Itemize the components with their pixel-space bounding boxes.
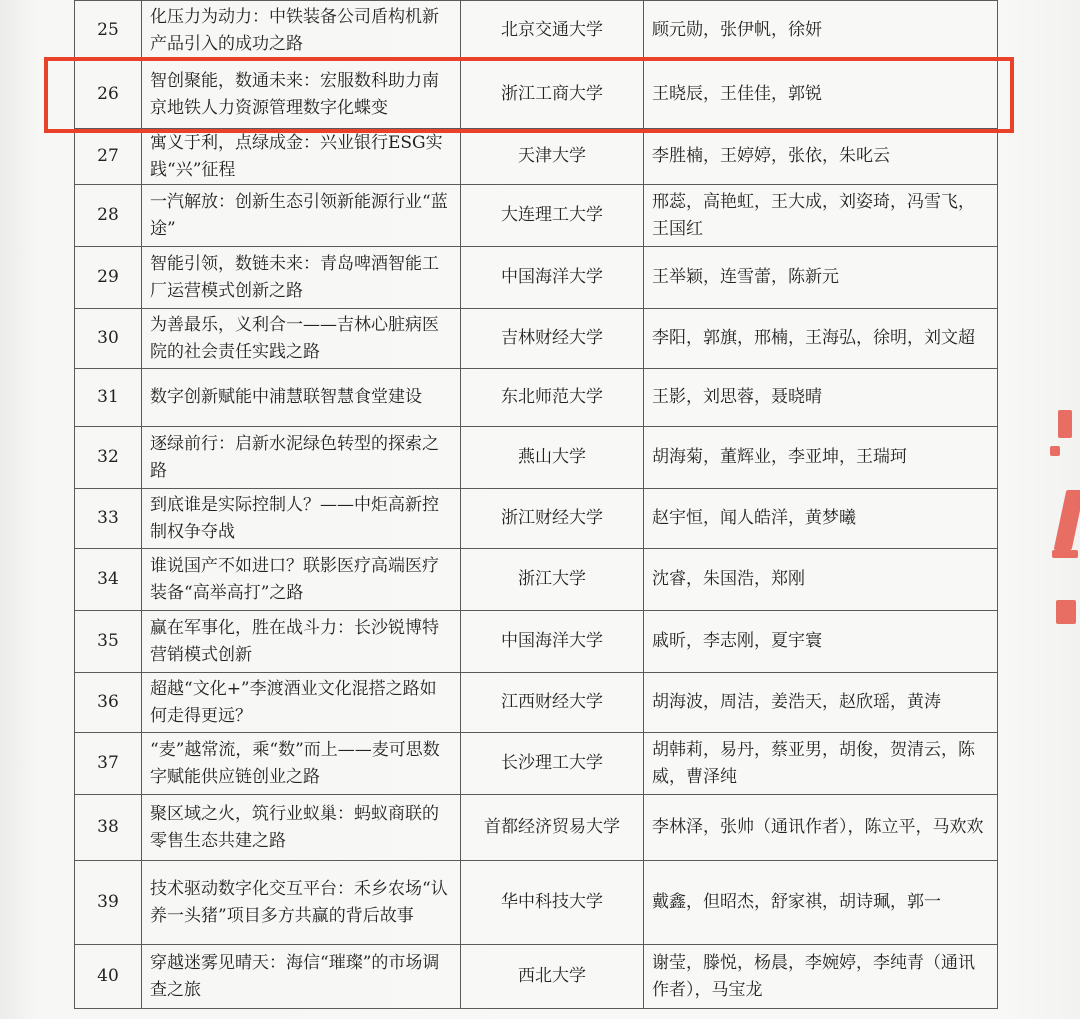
table-row bbox=[75, 1, 998, 61]
row-number-cell: 27 bbox=[75, 129, 142, 185]
row-number-cell: 28 bbox=[75, 185, 142, 247]
row-number-cell: 29 bbox=[75, 247, 142, 309]
authors-cell: 谢莹，滕悦，杨晨，李婉婷，李纯青（通讯作者），马宝龙 bbox=[644, 945, 998, 1009]
university-cell: 天津大学 bbox=[461, 129, 644, 185]
table-row bbox=[75, 369, 998, 427]
authors-cell: 胡海菊，董辉业，李亚坤，王瑞珂 bbox=[644, 427, 998, 489]
row-number-cell: 35 bbox=[75, 611, 142, 673]
university-cell: 江西财经大学 bbox=[461, 673, 644, 733]
case-title-cell: 智创聚能，数通未来：宏服数科助力南京地铁人力资源管理数字化蝶变 bbox=[142, 61, 461, 129]
table-row bbox=[75, 247, 998, 309]
university-cell: 中国海洋大学 bbox=[461, 611, 644, 673]
case-list-table bbox=[74, 0, 998, 1009]
authors-cell: 邢蕊，高艳虹，王大成，刘姿琦，冯雪飞，王国红 bbox=[644, 185, 998, 247]
university-cell: 华中科技大学 bbox=[461, 861, 644, 945]
case-title-cell: “麦”越常流，乘“数”而上——麦可思数字赋能供应链创业之路 bbox=[142, 733, 461, 795]
red-stamp-fragment bbox=[1046, 400, 1080, 630]
authors-cell: 王影，刘思蓉，聂晓晴 bbox=[644, 369, 998, 427]
authors-cell: 戚昕，李志刚，夏宇寰 bbox=[644, 611, 998, 673]
table-body bbox=[75, 1, 998, 1009]
university-cell: 浙江大学 bbox=[461, 549, 644, 611]
table-row bbox=[75, 611, 998, 673]
case-title-cell: 为善最乐，义利合一——吉林心脏病医院的社会责任实践之路 bbox=[142, 309, 461, 369]
row-number-cell: 31 bbox=[75, 369, 142, 427]
row-number-cell: 34 bbox=[75, 549, 142, 611]
row-number-cell: 30 bbox=[75, 309, 142, 369]
row-number-cell: 32 bbox=[75, 427, 142, 489]
case-title-cell: 穿越迷雾见晴天：海信“璀璨”的市场调查之旅 bbox=[142, 945, 461, 1009]
university-cell: 首都经济贸易大学 bbox=[461, 795, 644, 861]
table-row bbox=[75, 549, 998, 611]
authors-cell: 王举颖，连雪蕾，陈新元 bbox=[644, 247, 998, 309]
table-row bbox=[75, 185, 998, 247]
table-row bbox=[75, 61, 998, 129]
table-row bbox=[75, 861, 998, 945]
university-cell: 大连理工大学 bbox=[461, 185, 644, 247]
university-cell: 长沙理工大学 bbox=[461, 733, 644, 795]
university-cell: 燕山大学 bbox=[461, 427, 644, 489]
case-title-cell: 逐绿前行：启新水泥绿色转型的探索之路 bbox=[142, 427, 461, 489]
case-title-cell: 技术驱动数字化交互平台：禾乡农场“认养一头猪”项目多方共赢的背后故事 bbox=[142, 861, 461, 945]
row-number-cell: 36 bbox=[75, 673, 142, 733]
university-cell: 吉林财经大学 bbox=[461, 309, 644, 369]
university-cell: 浙江财经大学 bbox=[461, 489, 644, 549]
table-row bbox=[75, 673, 998, 733]
row-number-cell: 37 bbox=[75, 733, 142, 795]
row-number-cell: 33 bbox=[75, 489, 142, 549]
row-number-cell: 25 bbox=[75, 1, 142, 61]
university-cell: 浙江工商大学 bbox=[461, 61, 644, 129]
case-title-cell: 到底谁是实际控制人？——中炬高新控制权争夺战 bbox=[142, 489, 461, 549]
case-title-cell: 超越“文化+”李渡酒业文化混搭之路如何走得更远？ bbox=[142, 673, 461, 733]
authors-cell: 戴鑫，但昭杰，舒家祺，胡诗珮，郭一 bbox=[644, 861, 998, 945]
authors-cell: 胡海波，周洁，姜浩天，赵欣瑶，黄涛 bbox=[644, 673, 998, 733]
table-row bbox=[75, 489, 998, 549]
row-number-cell: 38 bbox=[75, 795, 142, 861]
table-row bbox=[75, 309, 998, 369]
table-row bbox=[75, 129, 998, 185]
row-number-cell: 39 bbox=[75, 861, 142, 945]
case-title-cell: 智能引领，数链未来：青岛啤酒智能工厂运营模式创新之路 bbox=[142, 247, 461, 309]
table-row bbox=[75, 795, 998, 861]
case-title-cell: 一汽解放：创新生态引领新能源行业“蓝途” bbox=[142, 185, 461, 247]
table-row bbox=[75, 427, 998, 489]
university-cell: 东北师范大学 bbox=[461, 369, 644, 427]
row-number-cell: 26 bbox=[75, 61, 142, 129]
authors-cell: 李林泽，张帅（通讯作者），陈立平，马欢欢 bbox=[644, 795, 998, 861]
row-number-cell: 40 bbox=[75, 945, 142, 1009]
case-title-cell: 寓义于利，点绿成金：兴业银行ESG实践“兴”征程 bbox=[142, 129, 461, 185]
authors-cell: 赵宇恒，闻人皓洋，黄梦曦 bbox=[644, 489, 998, 549]
university-cell: 北京交通大学 bbox=[461, 1, 644, 61]
case-title-cell: 谁说国产不如进口？联影医疗高端医疗装备“高举高打”之路 bbox=[142, 549, 461, 611]
authors-cell: 王晓辰，王佳佳，郭锐 bbox=[644, 61, 998, 129]
authors-cell: 李胜楠，王婷婷，张依，朱叱云 bbox=[644, 129, 998, 185]
authors-cell: 胡韩莉，易丹，蔡亚男，胡俊，贺清云，陈威，曹泽纯 bbox=[644, 733, 998, 795]
authors-cell: 顾元勋，张伊帆，徐妍 bbox=[644, 1, 998, 61]
case-title-cell: 赢在军事化，胜在战斗力：长沙锐博特营销模式创新 bbox=[142, 611, 461, 673]
case-title-cell: 化压力为动力：中铁装备公司盾构机新产品引入的成功之路 bbox=[142, 1, 461, 61]
table-row bbox=[75, 733, 998, 795]
university-cell: 西北大学 bbox=[461, 945, 644, 1009]
authors-cell: 李阳，郭旗，邢楠，王海弘，徐明，刘文超 bbox=[644, 309, 998, 369]
case-title-cell: 数字创新赋能中浦慧联智慧食堂建设 bbox=[142, 369, 461, 427]
authors-cell: 沈睿，朱国浩，郑刚 bbox=[644, 549, 998, 611]
table-row bbox=[75, 945, 998, 1009]
case-title-cell: 聚区域之火，筑行业蚁巢：蚂蚁商联的零售生态共建之路 bbox=[142, 795, 461, 861]
university-cell: 中国海洋大学 bbox=[461, 247, 644, 309]
